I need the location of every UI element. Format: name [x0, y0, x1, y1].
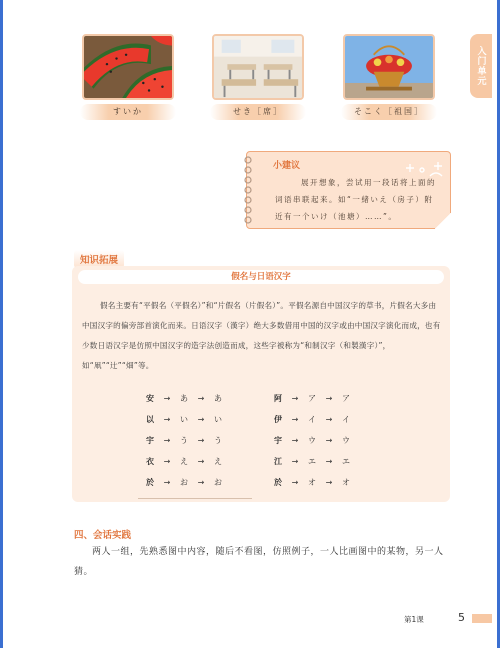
- cursive-form: う: [180, 436, 188, 445]
- source-kanji: 宇: [274, 436, 282, 445]
- source-kanji: 於: [146, 478, 154, 487]
- kana: ア: [342, 394, 350, 403]
- page-number: 5: [458, 611, 465, 624]
- arrow: →: [163, 457, 171, 466]
- radical-form: エ: [308, 457, 316, 466]
- arrow: →: [325, 478, 333, 487]
- kana: お: [214, 478, 222, 487]
- knowledge-panel: [72, 266, 450, 502]
- kana: い: [214, 415, 222, 424]
- kana: あ: [214, 394, 222, 403]
- katakana-row: [270, 451, 354, 472]
- section-heading-conversation: 四、会话实践: [74, 530, 132, 541]
- arrow: →: [163, 394, 171, 403]
- source-kanji: 衣: [146, 457, 154, 466]
- tip-note: [246, 151, 451, 229]
- arrow: →: [291, 478, 299, 487]
- source-kanji: 江: [274, 457, 282, 466]
- arrow: →: [325, 394, 333, 403]
- arrow: →: [325, 436, 333, 445]
- arrow: →: [197, 415, 205, 424]
- binder-rings-icon: [243, 154, 253, 230]
- katakana-row: [270, 388, 354, 409]
- kana: イ: [342, 415, 350, 424]
- tip-title: 小建议: [273, 161, 301, 171]
- tip-text: 展开想象，尝试用一段话将上面的词语串联起来。如“一緒いえ（房子）附近有一个いけ（池塘）……”。: [275, 178, 436, 221]
- katakana-origin-table: [270, 388, 354, 493]
- source-kanji: 宇: [146, 436, 154, 445]
- page-fold-corner: [435, 213, 451, 229]
- radical-form: ウ: [308, 436, 316, 445]
- page-border-left: [0, 0, 3, 648]
- arrow: →: [197, 457, 205, 466]
- kana: え: [214, 457, 222, 466]
- knowledge-title: 假名与日语汉字: [231, 272, 291, 282]
- source-kanji: 阿: [274, 394, 282, 403]
- source-kanji: 以: [146, 415, 154, 424]
- arrow: →: [325, 415, 333, 424]
- arrow: →: [163, 415, 171, 424]
- cursive-form: あ: [180, 394, 188, 403]
- arrow: →: [197, 394, 205, 403]
- conversation-instructions: 两人一组，先熟悉图中内容，随后不看图，仿照例子，一人比画图中的某物，另一人猜。: [74, 547, 444, 577]
- hiragana-row: [142, 388, 226, 409]
- katakana-row: [270, 430, 354, 451]
- kana: う: [214, 436, 222, 445]
- kana: オ: [342, 478, 350, 487]
- photo-caption-seat: せき［席］: [210, 104, 306, 120]
- classroom-seats-photo: [212, 34, 304, 100]
- hiragana-row: [142, 472, 226, 493]
- section-label-knowledge: 知识拓展: [74, 250, 124, 268]
- photo-caption-motherland: そこく［祖国］: [341, 104, 437, 120]
- kana: エ: [342, 457, 350, 466]
- kana: ウ: [342, 436, 350, 445]
- katakana-row: [270, 409, 354, 430]
- divider-line: [138, 498, 252, 499]
- cursive-form: お: [180, 478, 188, 487]
- arrow: →: [291, 457, 299, 466]
- arrow: →: [197, 478, 205, 487]
- hiragana-row: [142, 409, 226, 430]
- cursive-form: い: [180, 415, 188, 424]
- footer-lesson-label: 第1课: [404, 615, 424, 624]
- source-kanji: 伊: [274, 415, 282, 424]
- arrow: →: [291, 394, 299, 403]
- source-kanji: 於: [274, 478, 282, 487]
- radical-form: オ: [308, 478, 316, 487]
- arrow: →: [325, 457, 333, 466]
- knowledge-paragraph: 假名主要有“平假名（平假名）”和“片假名（片假名）”。平假名源自中国汉字的草书，片假名大多由中国汉字的偏旁部首演化而来。日语汉字（漢字）绝大多数借用中国的汉字或由中国汉字演化而成，也有少数日语汉字是仿照中国汉字的造字法创造而成，这些字被称为“和制汉字（和製漢字）”，如“凧”“辻”“畑”等。: [82, 301, 441, 370]
- arrow: →: [163, 436, 171, 445]
- watermelon-photo: [82, 34, 174, 100]
- photo-caption-watermelon: すいか: [80, 104, 176, 120]
- source-kanji: 安: [146, 394, 154, 403]
- radical-form: ア: [308, 394, 316, 403]
- hiragana-origin-table: [142, 388, 226, 493]
- flower-basket-photo: [343, 34, 435, 100]
- arrow: →: [291, 415, 299, 424]
- katakana-row: [270, 472, 354, 493]
- footer-accent-bar: [472, 614, 492, 623]
- arrow: →: [163, 478, 171, 487]
- hiragana-row: [142, 430, 226, 451]
- arrow: →: [197, 436, 205, 445]
- cursive-form: え: [180, 457, 188, 466]
- hiragana-row: [142, 451, 226, 472]
- radical-form: イ: [308, 415, 316, 424]
- arrow: →: [291, 436, 299, 445]
- unit-side-tab[interactable]: 入门单元: [470, 34, 492, 98]
